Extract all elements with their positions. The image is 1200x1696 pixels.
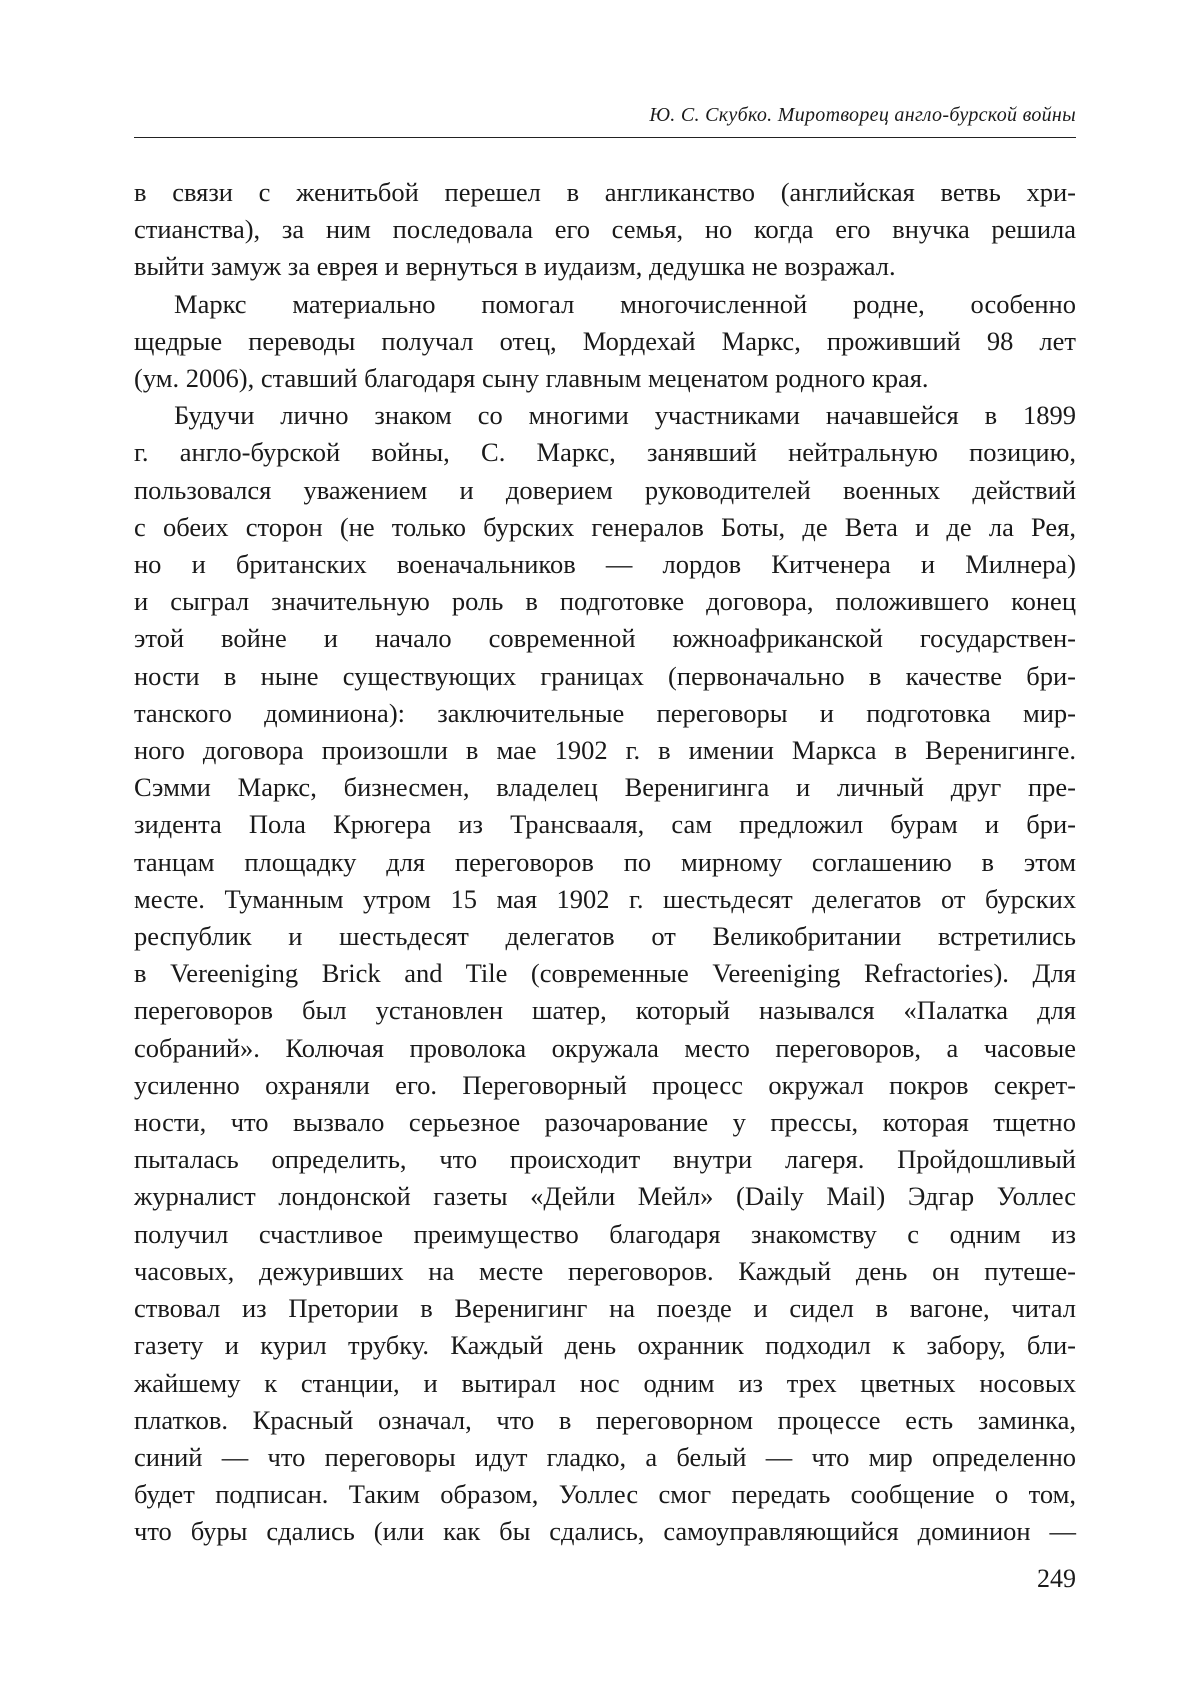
text-line: получил счастливое преимущество благодаря знакомству с одним из [134,1218,1076,1249]
text-line: этой войне и начало современной южноафриканской государствен- [134,623,1076,654]
text-line: пыталась определить, что происходит внутри лагеря. Пройдошливый [134,1144,1076,1175]
text-line: месте. Туманным утром 15 мая 1902 г. шестьдесят делегатов от бурских [134,883,1076,914]
running-head: Ю. С. Скубко. Миротворец англо-бурской войны [134,104,1076,138]
text-line: Сэмми Маркс, бизнесмен, владелец Веренигинга и личный друг пре- [134,772,1076,803]
text-line: ности, что вызвало серьезное разочарование у прессы, которая тщетно [134,1107,1076,1138]
text-line: танского доминиона): заключительные переговоры и подготовка мир- [134,697,1076,728]
text-line: переговоров был установлен шатер, который назывался «Палатка для [134,995,1076,1026]
text-line: щедрые переводы получал отец, Мордехай Маркс, проживший 98 лет [134,325,1076,356]
text-line: г. англо-бурской войны, С. Маркс, занявший нейтральную позицию, [134,437,1076,468]
text-line: усиленно охраняли его. Переговорный процесс окружал покров секрет- [134,1069,1076,1100]
text-line: часовых, дежуривших на месте переговоров. Каждый день он путеше- [134,1255,1076,1286]
text-line: с обеих сторон (не только бурских генералов Боты, де Вета и де ла Рея, [134,511,1076,542]
text-line: газету и курил трубку. Каждый день охранник подходил к забору, бли- [134,1330,1076,1361]
text-line: что буры сдались (или как бы сдались, самоуправляющийся доминион — [134,1516,1076,1547]
text-line: Будучи лично знаком со многими участниками начавшейся в 1899 [174,400,1076,431]
text-line: (ум. 2006), ставший благодаря сыну главным меценатом родного края. [134,363,929,394]
text-line: выйти замуж за еврея и вернуться в иудаизм, дедушка не возражал. [134,251,896,282]
text-line: республик и шестьдесят делегатов от Великобритании встретились [134,921,1076,952]
text-line: стианства), за ним последовала его семья, но когда его внучка решила [134,214,1076,245]
text-line: зидента Пола Крюгера из Трансвааля, сам предложил бурам и бри- [134,809,1076,840]
text-line: жайшему к станции, и вытирал нос одним из трех цветных носовых [134,1367,1076,1398]
text-line: собраний». Колючая проволока окружала место переговоров, а часовые [134,1032,1076,1063]
text-line: в Vereeniging Brick and Tile (современные Vereeniging Refractories). Для [134,958,1076,989]
text-line: будет подписан. Таким образом, Уоллес смог передать сообщение о том, [134,1479,1076,1510]
text-line: танцам площадку для переговоров по мирному соглашению в этом [134,846,1076,877]
text-line: журналист лондонской газеты «Дейли Мейл» (Daily Mail) Эдгар Уоллес [134,1181,1076,1212]
text-line: и сыграл значительную роль в подготовке договора, положившего конец [134,586,1076,617]
text-line: ности в ныне существующих границах (первоначально в качестве бри- [134,660,1076,691]
text-line: платков. Красный означал, что в переговорном процессе есть заминка, [134,1404,1076,1435]
text-line: Маркс материально помогал многочисленной родне, особенно [174,288,1076,319]
text-line: в связи с женитьбой перешел в англиканство (английская ветвь хри- [134,177,1076,207]
text-line: ного договора произошли в мае 1902 г. в имении Маркса в Веренигинге. [134,735,1076,766]
text-line: ствовал из Претории в Веренигинг на поезде и сидел в вагоне, читал [134,1293,1076,1324]
body-text [134,174,1076,1551]
page-number: 249 [1037,1564,1076,1593]
text-line: синий — что переговоры идут гладко, а белый — что мир определенно [134,1441,1076,1472]
text-line: но и британских военачальников — лордов Китченера и Милнера) [134,549,1076,580]
text-line: пользовался уважением и доверием руководителей военных действий [134,474,1076,505]
